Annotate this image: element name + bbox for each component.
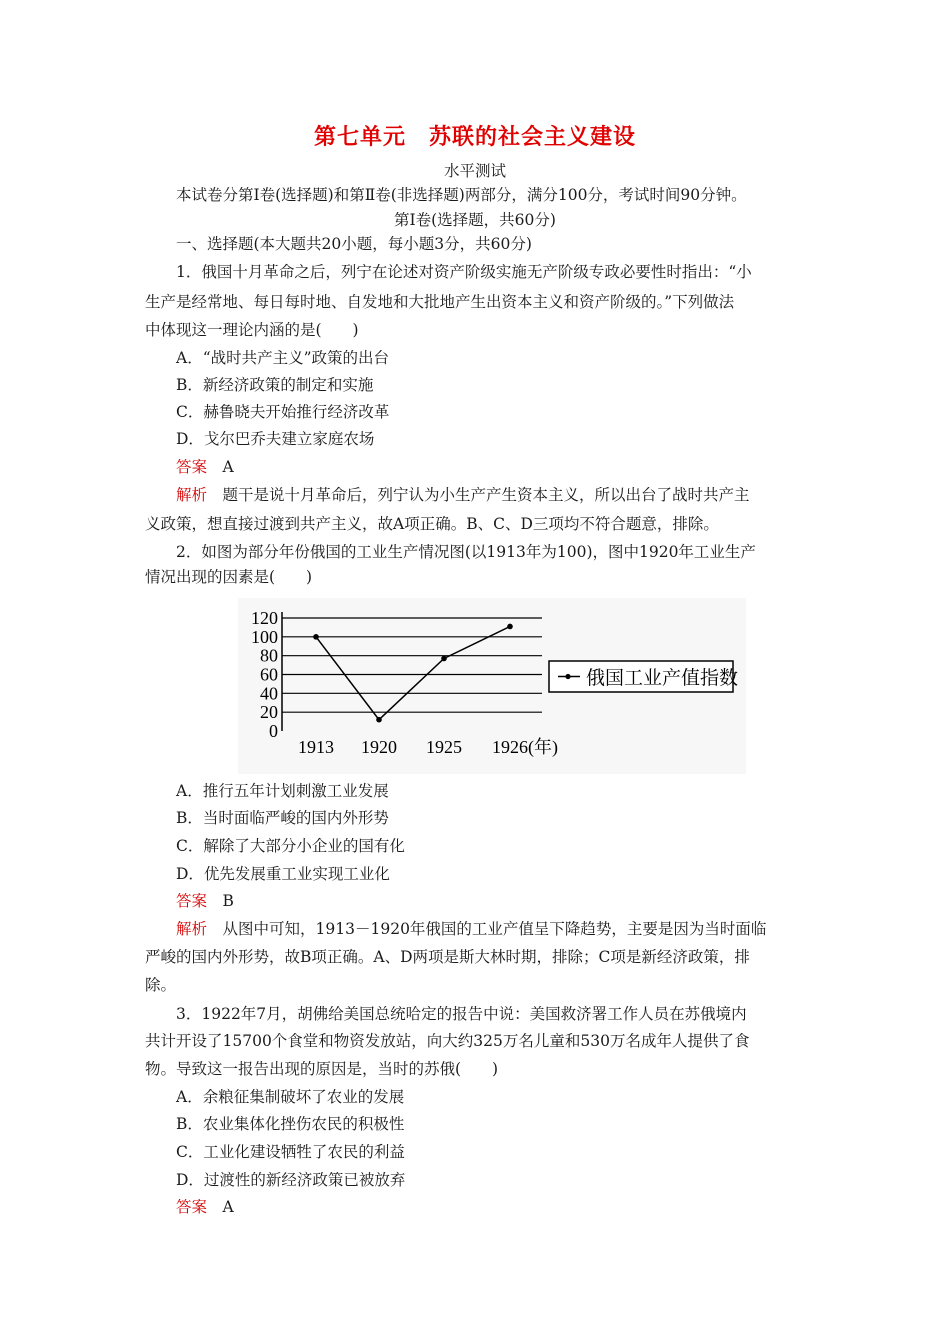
q3-option-d: D．过渡性的新经济政策已被放弃 (176, 1171, 406, 1189)
q1-stem-line-2: 生产是经常地、每日每时地、自发地和大批地产生出资本主义和资产阶级的。”下列做法 (145, 293, 735, 311)
q2-option-a: A．推行五年计划刺激工业发展 (176, 782, 389, 800)
data-point (507, 624, 513, 630)
chart-svg (238, 598, 746, 774)
q3-option-a: A．余粮征集制破坏了农业的发展 (176, 1088, 405, 1106)
legend-label: 俄国工业产值指数 (586, 668, 739, 689)
y-tick-label: 80 (260, 645, 278, 666)
legend-marker (565, 674, 570, 679)
part-heading: 第Ⅰ卷(选择题，共60分) (394, 211, 556, 229)
analysis-label: 解析 (176, 920, 208, 938)
q1-option-d: D．戈尔巴乔夫建立家庭农场 (176, 430, 375, 448)
y-tick-label: 120 (251, 608, 278, 628)
q1-analysis-line-2: 义政策，想直接过渡到共产主义，故A项正确。B、C、D三项均不符合题意，排除。 (145, 515, 719, 533)
q2-analysis-line-1 (176, 915, 846, 943)
q2-analysis-line-2: 严峻的国内外形势，故B项正确。A、D两项是斯大林时期，排除；C项是新经济政策，排 (145, 948, 750, 966)
analysis-text: 从图中可知，1913－1920年俄国的工业产值呈下降趋势，主要是因为当时面临 (222, 920, 767, 938)
subtitle: 水平测试 (443, 162, 506, 180)
data-point (376, 717, 382, 723)
x-tick-label: 1925 (426, 737, 462, 757)
page-title: 第七单元 苏联的社会主义建设 (313, 125, 636, 150)
q1-option-b: B．新经济政策的制定和实施 (176, 376, 374, 394)
answer-label: 答案 (176, 892, 208, 910)
industrial-output-chart (238, 598, 746, 774)
y-tick-label: 100 (251, 626, 278, 647)
answer-value: B (222, 892, 234, 910)
q2-option-d: D．优先发展重工业实现工业化 (176, 865, 390, 883)
q3-option-c: C．工业化建设牺牲了农民的利益 (176, 1143, 405, 1161)
x-tick-label: 1920 (361, 737, 397, 757)
q2-option-b: B．当时面临严峻的国内外形势 (176, 809, 389, 827)
exam-intro: 本试卷分第Ⅰ卷(选择题)和第Ⅱ卷(非选择题)两部分，满分100分，考试时间90分钟。 (176, 186, 747, 204)
q2-analysis-line-3: 除。 (145, 976, 177, 994)
answer-label: 答案 (176, 1198, 208, 1216)
series-line (316, 626, 510, 719)
q1-option-a: A．“战时共产主义”政策的出台 (176, 349, 390, 367)
q2-option-c: C．解除了大部分小企业的国有化 (176, 837, 405, 855)
y-tick-label: 40 (260, 683, 278, 704)
y-tick-label: 20 (260, 702, 278, 723)
q1-option-c: C．赫鲁晓夫开始推行经济改革 (176, 403, 390, 421)
section-heading: 一、选择题(本大题共20小题，每小题3分，共60分) (176, 235, 532, 253)
q1-answer (176, 453, 846, 481)
q2-stem-line-2: 情况出现的因素是( ) (145, 568, 313, 586)
data-point (441, 656, 447, 662)
analysis-text: 题干是说十月革命后，列宁认为小生产产生资本主义，所以出台了战时共产主 (222, 486, 750, 504)
answer-label: 答案 (176, 458, 208, 476)
q2-stem-line-1: 2．如图为部分年份俄国的工业生产情况图(以1913年为100)，图中1920年工业生产 (176, 543, 756, 561)
answer-value: A (222, 1198, 234, 1216)
q3-stem-line-1: 3．1922年7月，胡佛给美国总统哈定的报告中说：美国救济署工作人员在苏俄境内 (176, 1005, 747, 1023)
q3-stem-line-3: 物。导致这一报告出现的原因是，当时的苏俄( ) (145, 1060, 499, 1078)
analysis-label: 解析 (176, 486, 208, 504)
q3-stem-line-2: 共计开设了15700个食堂和物资发放站，向大约325万名儿童和530万名成年人提供了食 (145, 1032, 750, 1050)
q1-stem-line-3: 中体现这一理论内涵的是( ) (145, 321, 359, 339)
x-tick-label: 1913 (298, 737, 334, 757)
q1-analysis-line-1 (176, 481, 846, 509)
q2-answer (176, 887, 846, 915)
y-tick-label: 60 (260, 664, 278, 685)
x-tick-label: 1926 (492, 737, 528, 757)
x-axis-unit: (年) (528, 737, 558, 757)
q3-answer (176, 1193, 846, 1221)
q3-option-b: B．农业集体化挫伤农民的积极性 (176, 1115, 405, 1133)
q1-stem-line-1: 1．俄国十月革命之后，列宁在论述对资产阶级实施无产阶级专政必要性时指出：“小 (176, 263, 752, 281)
answer-value: A (222, 458, 234, 476)
y-tick-label: 0 (269, 721, 278, 741)
data-point (313, 634, 319, 640)
